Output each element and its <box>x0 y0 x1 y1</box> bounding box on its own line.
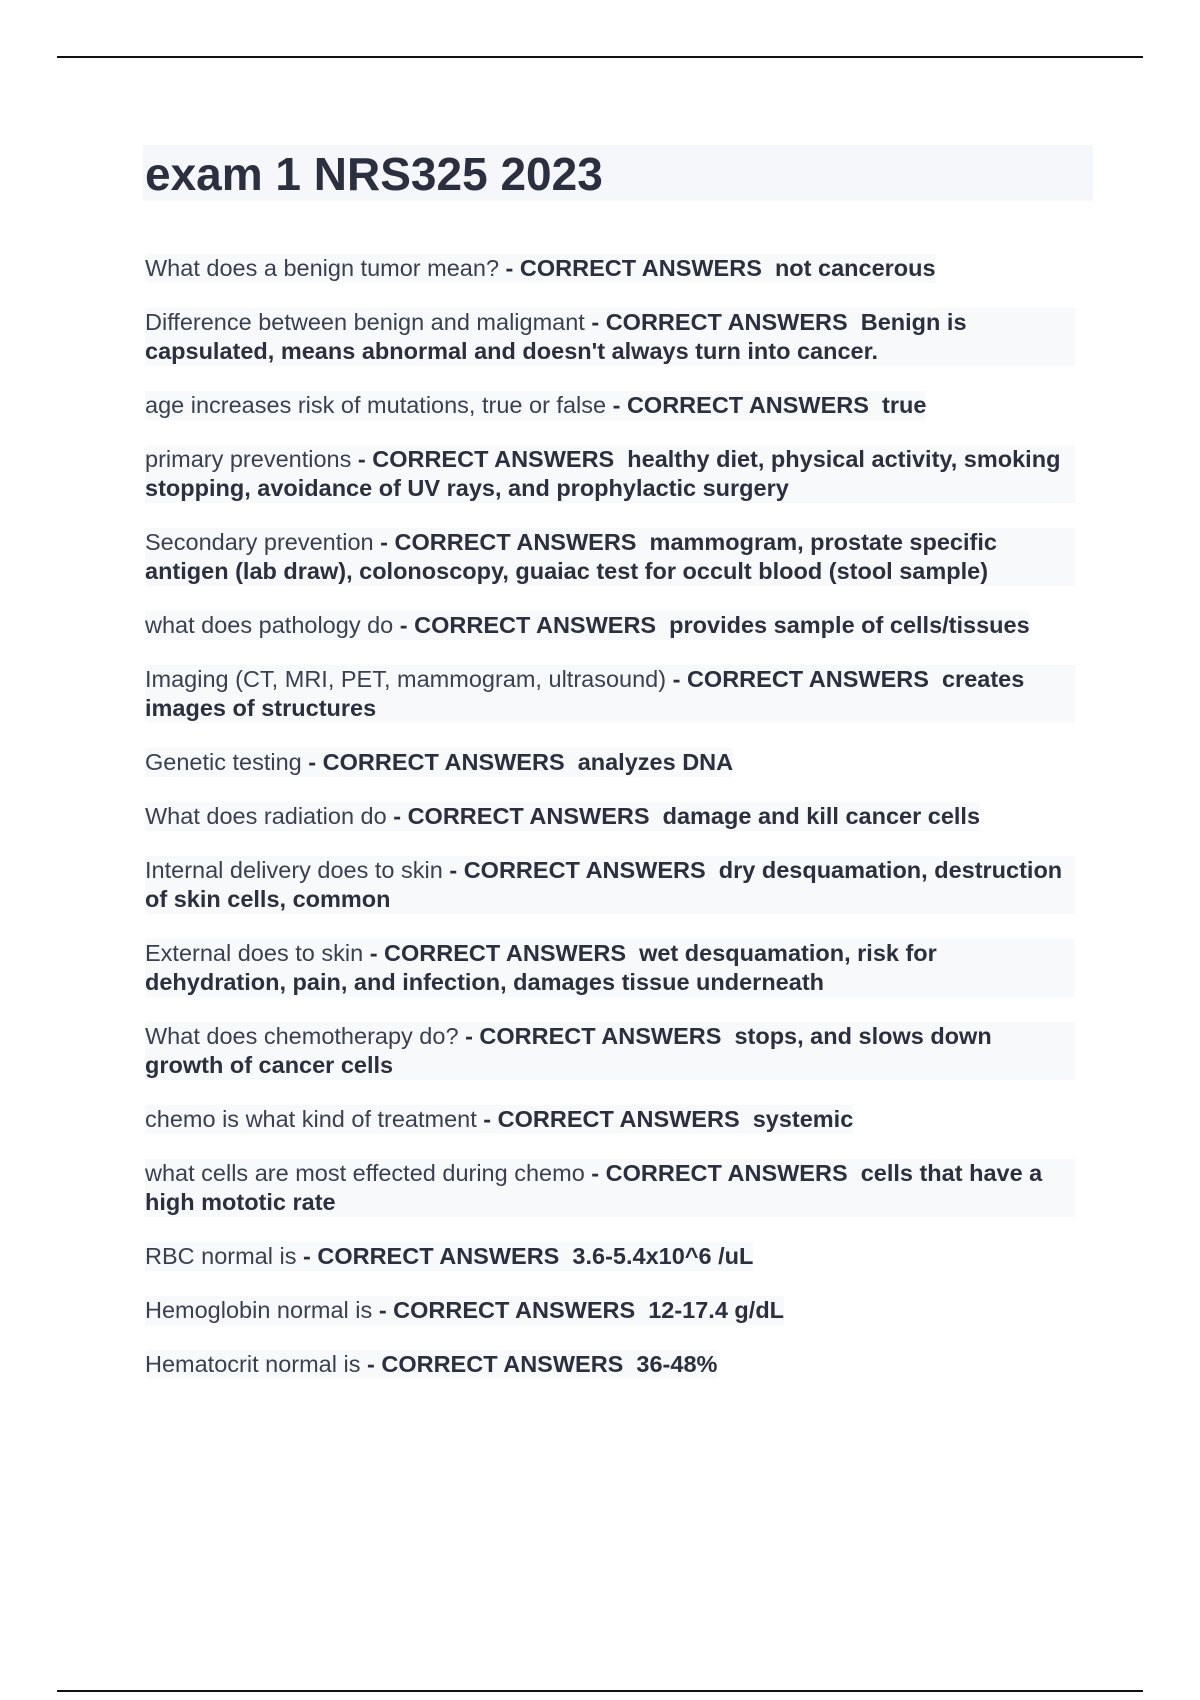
question-text: Genetic testing <box>145 749 302 775</box>
qa-item <box>145 1242 753 1271</box>
question-text: chemo is what kind of treatment <box>145 1106 477 1132</box>
answer-marker: - CORRECT ANSWERS <box>591 1160 848 1186</box>
page-title: exam 1 NRS325 2023 <box>145 148 603 200</box>
qa-item <box>145 611 1030 640</box>
answer-marker: - CORRECT ANSWERS <box>591 309 848 335</box>
answer-marker: - CORRECT ANSWERS <box>378 1297 636 1323</box>
question-text: age increases risk of mutations, true or false <box>145 392 607 418</box>
question-text: What does a benign tumor mean? <box>145 255 500 281</box>
qa-item <box>145 1105 853 1134</box>
answer-text: not cancerous <box>774 255 936 281</box>
answer-text: creates images of structures <box>145 666 1025 721</box>
answer-text: Benign is capsulated, means abnormal and doesn't always turn into cancer. <box>145 309 967 364</box>
answer-text: cells that have a high mototic rate <box>145 1160 1043 1215</box>
qa-item <box>145 802 980 831</box>
bottom-rule <box>57 1690 1143 1692</box>
answer-text: healthy diet, physical activity, smoking stopping, avoidance of UV rays, and prophylactic surgery <box>145 446 1061 501</box>
qa-item <box>145 1350 717 1379</box>
answer-marker: - CORRECT ANSWERS <box>483 1106 740 1132</box>
qa-item <box>145 856 1075 914</box>
qa-item <box>145 445 1075 503</box>
answer-text: analyzes DNA <box>577 749 734 775</box>
qa-item <box>145 391 926 420</box>
question-text: Hematocrit normal is <box>145 1351 361 1377</box>
answer-text: 12-17.4 g/dL <box>648 1297 785 1323</box>
answer-marker: - CORRECT ANSWERS <box>393 803 650 829</box>
question-text: RBC normal is <box>145 1243 297 1269</box>
answer-text: wet desquamation, risk for dehydration, pain, and infection, damages tissue underneath <box>145 940 937 995</box>
answer-text: stops, and slows down growth of cancer cells <box>145 1023 992 1078</box>
answer-marker: - CORRECT ANSWERS <box>465 1023 722 1049</box>
question-text: Difference between benign and maligmant <box>145 309 585 335</box>
qa-item <box>145 748 733 777</box>
answer-marker: - CORRECT ANSWERS <box>612 392 869 418</box>
qa-item <box>145 1159 1075 1217</box>
answer-marker: - CORRECT ANSWERS <box>380 529 637 555</box>
qa-item <box>145 1022 1075 1080</box>
question-text: Hemoglobin normal is <box>145 1297 373 1323</box>
answer-marker: - CORRECT ANSWERS <box>672 666 929 692</box>
question-text: what cells are most effected during chemo <box>145 1160 585 1186</box>
answer-text: mammogram, prostate specific antigen (lab draw), colonoscopy, guaiac test for occult blood (stool sample) <box>145 529 997 584</box>
answer-text: damage and kill cancer cells <box>662 803 981 829</box>
title-block <box>143 145 1093 201</box>
answer-marker: - CORRECT ANSWERS <box>505 255 762 281</box>
question-text: What does chemotherapy do? <box>145 1023 459 1049</box>
qa-item <box>145 528 1075 586</box>
question-text: External does to skin <box>145 940 364 966</box>
answer-marker: - CORRECT ANSWERS <box>357 446 615 472</box>
answer-marker: - CORRECT ANSWERS <box>399 612 657 638</box>
answer-text: 36-48% <box>636 1351 718 1377</box>
qa-item <box>145 939 1075 997</box>
answer-marker: - CORRECT ANSWERS <box>369 940 627 966</box>
question-text: Internal delivery does to skin <box>145 857 443 883</box>
answer-marker: - CORRECT ANSWERS <box>367 1351 624 1377</box>
answer-text: systemic <box>752 1106 854 1132</box>
question-text: Secondary prevention <box>145 529 374 555</box>
qa-item <box>145 1296 784 1325</box>
answer-marker: - CORRECT ANSWERS <box>303 1243 560 1269</box>
top-rule <box>57 56 1143 58</box>
question-text: What does radiation do <box>145 803 387 829</box>
question-text: what does pathology do <box>145 612 394 638</box>
answer-text: true <box>882 392 927 418</box>
answer-marker: - CORRECT ANSWERS <box>308 749 565 775</box>
qa-item <box>145 254 936 283</box>
question-text: Imaging (CT, MRI, PET, mammogram, ultrasound) <box>145 666 667 692</box>
qa-item <box>145 665 1075 723</box>
answer-text: provides sample of cells/tissues <box>669 612 1030 638</box>
qa-item <box>145 308 1075 366</box>
answer-text: 3.6-5.4x10^6 /uL <box>572 1243 754 1269</box>
qa-list <box>145 254 1095 1404</box>
question-text: primary preventions <box>145 446 352 472</box>
answer-text: dry desquamation, destruction of skin cells, common <box>145 857 1063 912</box>
answer-marker: - CORRECT ANSWERS <box>449 857 706 883</box>
